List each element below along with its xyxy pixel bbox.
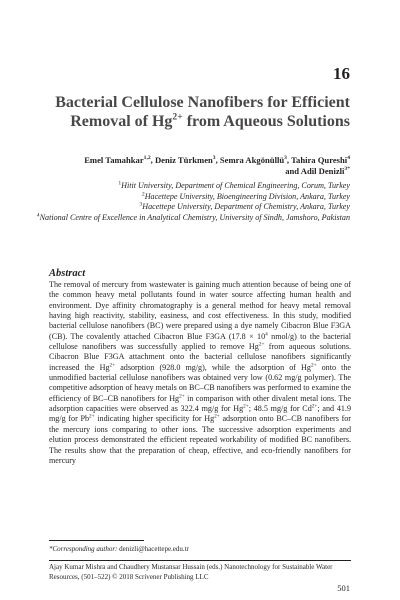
author-affiliation-mark: 3 (212, 155, 216, 162)
affiliation (20, 213, 350, 224)
publication-info (49, 563, 351, 582)
abstract-text: in comparison with other divalent metal ions. The adsorption capacities were observed as 322.4 mg/g for Hg (49, 393, 351, 414)
author-name: Semra Akgönüllü (219, 155, 285, 165)
footnote-label: *Corresponding author: (49, 545, 120, 553)
corresponding-author-footnote (49, 545, 189, 553)
affiliation (20, 181, 350, 192)
author-affiliation-mark: 3* (344, 166, 350, 173)
publication-line-2: Resources, (501–522) © 2018 Scrivener Publishing LLC (49, 572, 209, 581)
footnote-divider (49, 540, 144, 541)
abstract-superscript: 2+ (243, 403, 249, 410)
abstract-text: ; 48.5 mg/g for Cd (248, 404, 312, 414)
affiliation-text: Hitit University, Department of Chemical Engineering, Corum, Turkey (121, 181, 350, 190)
author-separator: , (215, 155, 220, 165)
abstract-text: The removal of mercury from wastewater is gaining much attention because of being one of the common heavy metal pollutants found in water source affecting human health and environment. Dye affinity chromatography is a general method for heavy metal removal having high reactivity, stability, easiness, and cost effectiveness. In this study, modified bacterial cellulose nanofibers (BC) were prepared using a dye namely Cibacron Blue F3GA (CB). The covalently attached Cibacron Blue F3GA (17.8 × 10 (49, 280, 351, 341)
abstract-superscript: 2+ (258, 341, 265, 348)
author-affiliation-mark: 1,2 (143, 155, 151, 162)
affiliation-mark: 2 (141, 190, 145, 197)
author-separator: , (150, 155, 155, 165)
abstract-text: adsorption onto BC–CB nanofibers for the mercury ions comparing to other ions. The successive adsorption experiments and elution process demonstrated the efficient repeated workability of modified BC nanofibers. The results show that the preparation of cheap, effective, and eco-friendly nanofibers for mercury (49, 414, 352, 465)
abstract-heading: Abstract (49, 268, 86, 279)
author-name: Deniz Türkmen (154, 155, 213, 165)
abstract-text: indicating higher specificity for Hg (94, 414, 215, 424)
abstract-text: onto the unmodified bacterial cellulose nanofibers was obtained very low (0.62 mg/g polymer). The competitive adsorption of heavy metals on BC–CB nanofibers was performed to examine the efficiency of BC–CB nanofibers for Hg (49, 362, 352, 403)
title-line-1: Bacterial Cellulose Nanofibers for Efficient (55, 94, 350, 111)
title-line-2-suffix: from Aqueous Solutions (182, 113, 350, 130)
affiliation-text: Hacettepe University, Department of Chemistry, Ankara, Turkey (142, 202, 350, 212)
title-line-2-prefix: Removal of Hg (70, 113, 173, 130)
affiliation-mark: 3 (139, 201, 143, 208)
abstract-body (49, 280, 351, 466)
page-number: 501 (337, 583, 350, 593)
author-name: Emel Tamahkar (84, 155, 144, 165)
author-affiliation-mark: 3 (284, 155, 287, 162)
author-list (20, 155, 350, 177)
abstract-superscript: 2+ (179, 393, 185, 400)
abstract-superscript: 4 (265, 331, 268, 338)
abstract-text: nmol/g) to the bacterial cellulose nanofibers was successfully applied to remove Hg (49, 331, 352, 352)
abstract-superscript: 2+ (109, 362, 116, 369)
abstract-text: adsorption (928.0 mg/g), while the adsorption of Hg (115, 362, 311, 372)
affiliation (20, 192, 350, 203)
author-name: Tahira Qureshi (291, 155, 348, 165)
author-separator: , (286, 155, 292, 165)
abstract-superscript: 2+ (89, 413, 95, 420)
author-affiliation-mark: 4 (347, 155, 350, 162)
title-superscript: 2+ (172, 111, 183, 123)
affiliation-text: Hacettepe University, Bioengineering Division, Ankara, Turkey (144, 191, 350, 201)
affiliation-mark: 1 (118, 180, 122, 187)
affiliation (20, 202, 350, 213)
chapter-title (50, 93, 350, 131)
abstract-superscript: 2+ (311, 403, 318, 410)
publication-divider (49, 560, 351, 561)
abstract-text: from aqueous solutions. Cibacron Blue F3GA attachment onto the bacterial cellulose nanofibers significantly increased the Hg (49, 342, 351, 372)
chapter-number: 16 (333, 64, 350, 83)
abstract-superscript: 2+ (214, 413, 220, 420)
abstract-superscript: 2+ (310, 362, 317, 369)
abstract-text: ; and 41.9 mg/g for Pb (49, 404, 351, 424)
author-name: and Adil Denizli (285, 166, 345, 176)
affiliation-mark: 4 (36, 212, 40, 219)
affiliation-list (20, 181, 350, 223)
publication-line-1: Ajay Kumar Mishra and Chaudhery Mustansar Hussain (eds.) Nanotechnology for Sustainable Water (49, 563, 333, 571)
affiliation-text: National Centre of Excellence in Analytical Chemistry, University of Sindh, Jamshoro, Pakistan (39, 212, 350, 222)
author-email-link[interactable]: denizli@hacettepe.edu.tr (119, 545, 189, 553)
